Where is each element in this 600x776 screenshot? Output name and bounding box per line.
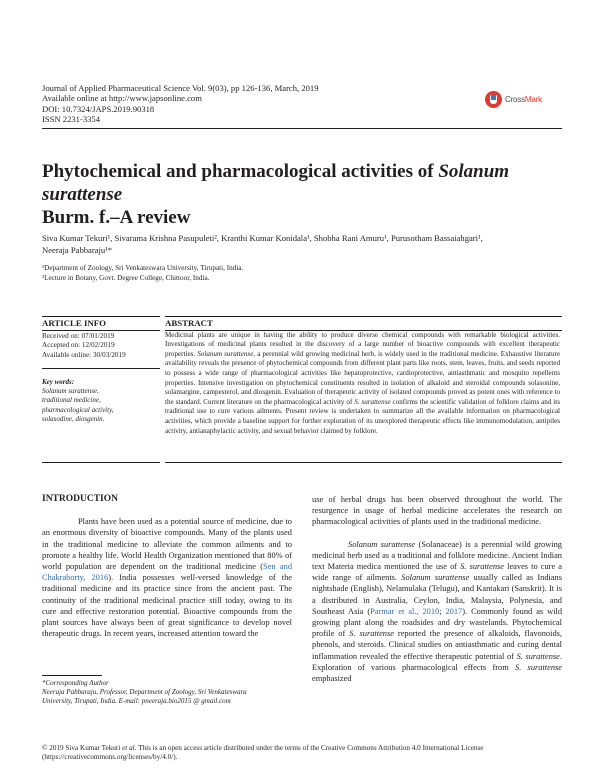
received-date: Received on: 07/01/2019 [42, 331, 115, 340]
journal-citation: Journal of Applied Pharmaceutical Science Vol. 9(03), pp 126-136, March, 2019 [42, 83, 319, 93]
intro-paragraph-1: Plants have been used as a potential source of medicine, due to an enormous diversity of bioactive compounds. Many of the plants used in the traditional medicine to alleviate the common ailments and to promote a healthy life. World Health Organization mentioned that 80% of world population are dependent on the traditional medicine (Sen and Chakraborty, 2016). India possesses well-versed knowledge of the traditional medicine and its practice since from the ancient past. The continuity of the traditional medicinal practice still today, owing to its cure and effective restoration potential. Bioactive compounds from the plant sources have always been of great significance to develop novel therapeutic drugs. In recent years, increased attention toward the [42, 517, 293, 639]
author-list [42, 233, 562, 256]
introduction-heading: INTRODUCTION [42, 494, 119, 504]
abstract-heading: ABSTRACT [165, 318, 213, 328]
intro-paragraph-3: Solanum surattense (Solanaceae) is a perennial wild growing medicinal herb used as a traditional and folklore medicine. Ancient Indian text Materia medica mentioned the use of S. surattense leaves to cure a wide range of ailments. Solanum surattense usually called as Indians nightshade (English), Nelamulaka (Telugu), and Kantakari (Sanskrit). It is a distributed in Australia, Ceylon, India, Malaysia, Polynesia, and Southeast Asia (Parmar et al., 2010; 2017). Commonly found as wild growing plant along the roadsides and dry wastelands. Phytochemical profile of S. surattense reported the presence of alkaloids, flavonoids, phenols, and steroids. Clinical studies on antiasthmatic and curing dental inflammation revealed the effective therapeutic potential of S. surattense. Exploration of various pharmacological effects from S. surattense emphasized [312, 539, 563, 684]
keyword: traditional medicine, [42, 396, 101, 405]
corresponding-label: *Corresponding Author [42, 679, 109, 687]
crossmark-icon [485, 91, 502, 108]
crossmark-badge[interactable] [485, 89, 555, 109]
crossmark-label: CrossMark [505, 94, 542, 104]
body-column-right [312, 494, 562, 684]
article-title: Phytochemical and pharmacological activities of Solanum surattense Burm. f.–A review [42, 161, 510, 228]
info-dates-rule [42, 368, 160, 369]
abstract [165, 319, 560, 436]
keywords-heading: Key words: [42, 378, 75, 386]
accepted-date: Accepted on: 12/02/2019 [42, 341, 115, 350]
abstract-text: Medicinal plants are unique in having the ability to produce diverse chemical compounds with remarkable biological activities. Investigations of medicinal plants resulted in the discovery of a large number of bioactive compounds with excellent therapeutic properties. Solanum surattense, a perennial wild growing medicinal herb, is widely used in the traditional medicine. Exhaustive literature availability reveals the presence of phytochemical compounds from different plant parts like roots, stem, leaves, fruits, and seeds reported to possess a wide range of pharmacological activities like hepatoprotective, cardioprotective, antiasthmatic and mosquito repellents properties. Intensive investigation on phytochemical constituents resulted in isolation of alkaloid and steroidal compounds solasonine, solamargine, campesterol, and diosgenin. Evaluation of therapeutic activity of isolated compounds proved as potent ones with reference to the standard. Current literature on the pharmacological activity of S. surattense confirms the scientific validation of folklore claims and its traditional use to cure various ailments. Present review is undertaken to summarize all the available information on pharmacological activities, which provide a baseline support for further exploration of its unexplored therapeutic effects like immunomodulation, antipiles activity, antianaphylactic activity, and sexual behavior claimed by folklore. [165, 330, 560, 435]
affiliations [42, 264, 562, 283]
intro-paragraph-2: use of herbal drugs has been observed throughout the world. The resurgence in usage of herbal medicine accelerates the research on pharmacological activities of plants used in the traditional medicine. [312, 495, 562, 527]
license-line-1: © 2019 Siva Kumar Tekuri et al. This is an open access article distributed under the terms of the Creative Commons Attribution 4.0 International License [42, 744, 484, 752]
corresponding-author [42, 679, 302, 707]
header-divider [42, 128, 562, 129]
authors-line-2: Neeraja Pabbaraju¹* [42, 244, 113, 255]
citation-link[interactable]: Sen and Chakraborty, 2016 [42, 562, 293, 583]
authors-line-1: Siva Kumar Tekuri¹, Sivarama Krishna Pasupuleti², Kranthi Kumar Konidala¹, Shobha Rani Amuru¹, Purusotham Bassaiahgari¹, [42, 233, 483, 243]
footnote-rule [42, 675, 102, 676]
article-info-heading: ARTICLE INFO [42, 318, 106, 328]
license-url[interactable]: (https://creativecommons.org/licenses/by/4.0/). [42, 753, 178, 762]
keyword: pharmacological activity, [42, 405, 114, 414]
info-top-rule [42, 316, 160, 317]
journal-doi[interactable]: DOI: 10.7324/JAPS.2019.90318 [42, 103, 155, 114]
corresponding-line-2[interactable]: University, Tirupati, India. E-mail: pneeraja.bio2015 @ gmail.com [42, 697, 231, 706]
journal-header [42, 83, 372, 125]
affiliation-2: ²Lecture in Botany, Govt. Degree College, Chittoor, India. [42, 273, 210, 282]
body-column-left [42, 494, 292, 639]
journal-issn: ISSN 2231-3354 [42, 114, 101, 125]
article-info [42, 319, 160, 360]
info-bottom-rule [42, 462, 160, 463]
citation-link[interactable]: Parmar et al., 2010 [370, 606, 440, 616]
abstract-bottom-rule [165, 462, 562, 463]
corresponding-line-1: Neeraja Pabbaraju, Professor, Department of Zoology, Sri Venkateswara [42, 688, 247, 697]
keyword: solasodine, diosgenin. [42, 414, 105, 423]
keywords [42, 378, 160, 424]
online-date: Available online: 30/03/2019 [42, 350, 126, 359]
journal-url[interactable]: Available online at http://www.japsonline.com [42, 93, 202, 104]
keyword: Solanum surattense, [42, 387, 99, 396]
license-footer [42, 744, 562, 763]
citation-link[interactable]: 2017 [445, 606, 463, 616]
affiliation-1: ¹Department of Zoology, Sri Venkateswara University, Tirupati, India. [42, 264, 244, 272]
abstract-top-rule [165, 316, 562, 317]
